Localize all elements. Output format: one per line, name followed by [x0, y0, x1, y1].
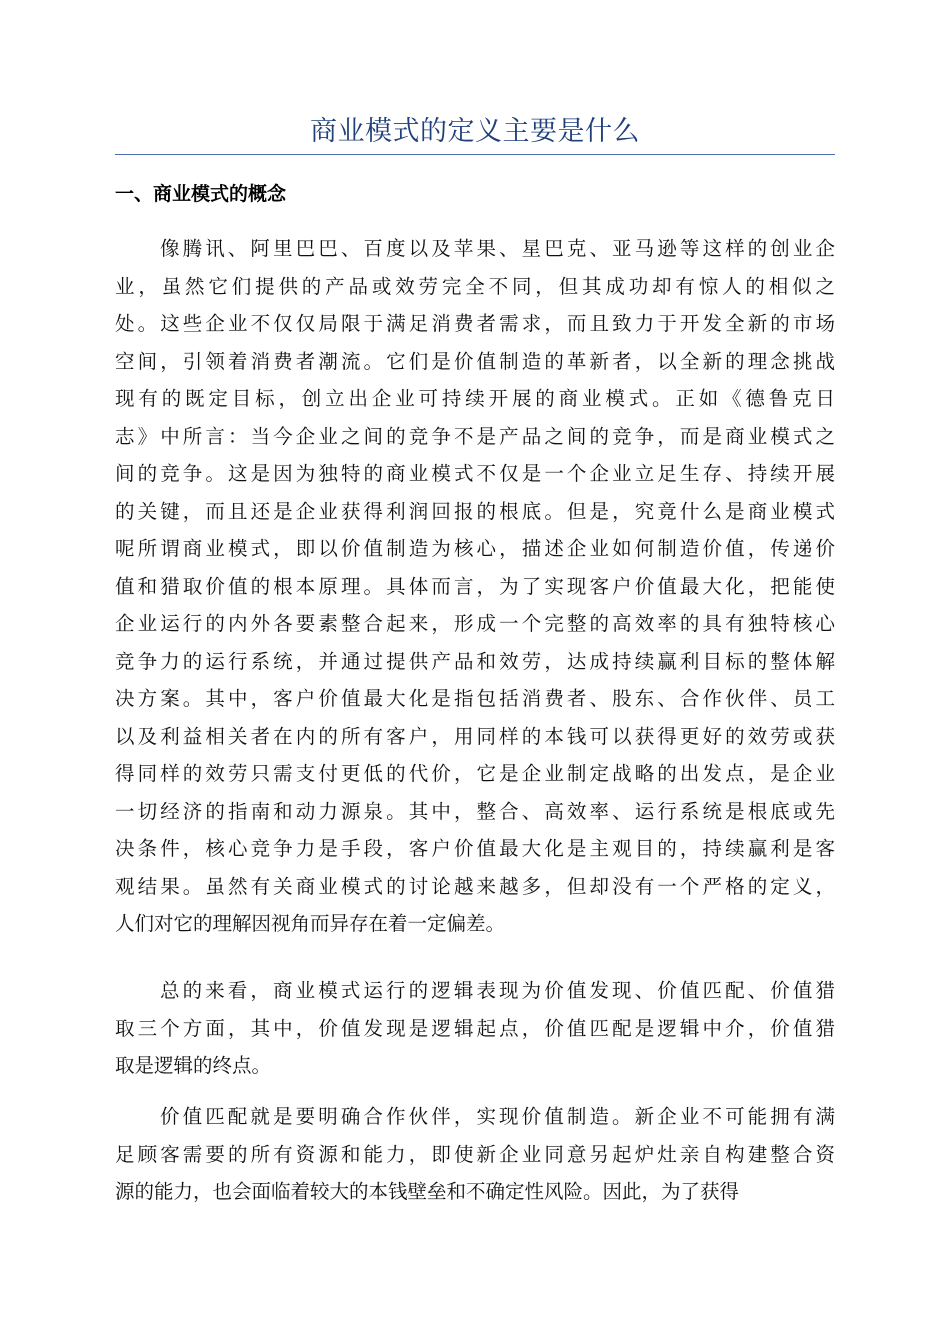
- paragraph-line: 取三个方面，其中，价值发现是逻辑起点，价值匹配是逻辑中介，价值猎: [115, 1016, 835, 1040]
- paragraph-line: 决方案。其中，客户价值最大化是指包括消费者、股东、合作伙伴、员工: [115, 687, 835, 710]
- paragraph-line: 源的能力，也会面临着较大的本钱壁垒和不确定性风险。因此，为了获得: [115, 1180, 740, 1203]
- title-underline: [115, 154, 835, 155]
- document-title: 商业模式的定义主要是什么: [310, 116, 640, 147]
- section-heading: 一、商业模式的概念: [115, 183, 287, 205]
- paragraph-line: 一切经济的指南和动力源泉。其中，整合、高效率、运行系统是根底或先: [115, 799, 835, 823]
- paragraph-line: 足顾客需要的所有资源和能力，即使新企业同意另起炉灶亲自构建整合资: [115, 1142, 835, 1166]
- paragraph-line: 值和猎取价值的根本原理。具体而言，为了实现客户价值最大化，把能使: [115, 574, 835, 598]
- paragraph-line: 总的来看，商业模式运行的逻辑表现为价值发现、价值匹配、价值猎: [160, 979, 835, 1002]
- paragraph-2: [115, 972, 835, 1085]
- paragraph-line: 取是逻辑的终点。: [115, 1054, 272, 1077]
- paragraph-line: 呢所谓商业模式，即以价值制造为核心，描述企业如何制造价值，传递价: [115, 537, 835, 560]
- paragraph-3: [115, 1098, 835, 1211]
- paragraph-line: 人们对它的理解因视角而异存在着一定偏差。: [115, 912, 506, 935]
- paragraph-line: 志》中所言：当今企业之间的竞争不是产品之间的竞争，而是商业模式之: [115, 424, 835, 448]
- paragraph-line: 观结果。虽然有关商业模式的讨论越来越多，但却没有一个严格的定义，: [115, 874, 835, 898]
- paragraph-line: 处。这些企业不仅仅局限于满足消费者需求，而且致力于开发全新的市场: [115, 312, 835, 335]
- paragraph-line: 空间，引领着消费者潮流。它们是价值制造的革新者，以全新的理念挑战: [115, 349, 835, 373]
- paragraph-line: 企业运行的内外各要素整合起来，形成一个完整的高效率的具有独特核心: [115, 612, 835, 635]
- paragraph-line: 现有的既定目标，创立出企业可持续开展的商业模式。正如《德鲁克日: [115, 387, 835, 410]
- paragraph-line: 价值匹配就是要明确合作伙伴，实现价值制造。新企业不可能拥有满: [160, 1105, 835, 1128]
- paragraph-line: 业，虽然它们提供的产品或效劳完全不同，但其成功却有惊人的相似之: [115, 274, 835, 298]
- paragraph-line: 间的竞争。这是因为独特的商业模式不仅是一个企业立足生存、持续开展: [115, 462, 835, 485]
- paragraph-line: 的关键，而且还是企业获得利润回报的根底。但是，究竟什么是商业模式: [115, 499, 835, 523]
- paragraph-line: 决条件，核心竞争力是手段，客户价值最大化是主观目的，持续赢利是客: [115, 837, 835, 860]
- paragraph-line: 竞争力的运行系统，并通过提供产品和效劳，达成持续赢利目标的整体解: [115, 649, 835, 673]
- paragraph-line: 以及利益相关者在内的所有客户，用同样的本钱可以获得更好的效劳或获: [115, 724, 835, 748]
- paragraph-line: 得同样的效劳只需支付更低的代价，它是企业制定战略的出发点，是企业: [115, 762, 835, 785]
- paragraph-1: [115, 230, 835, 943]
- paragraph-line: 像腾讯、阿里巴巴、百度以及苹果、星巴克、亚马逊等这样的创业企: [160, 237, 835, 260]
